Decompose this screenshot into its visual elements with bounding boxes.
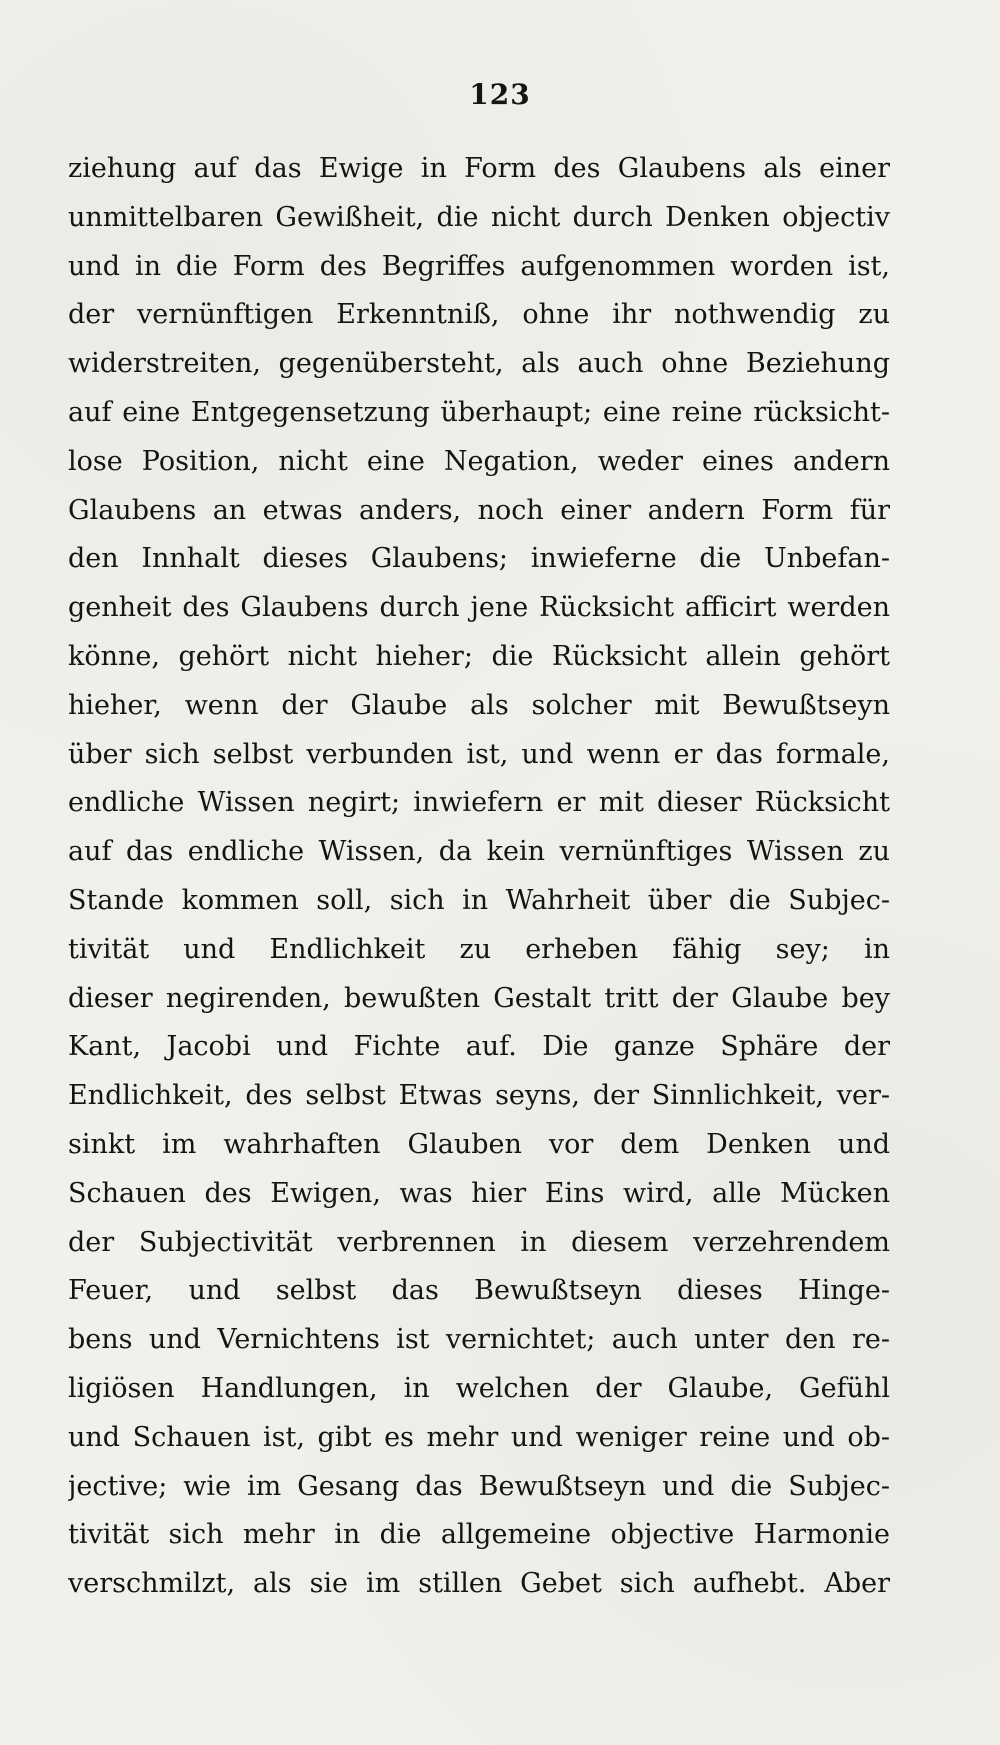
text-line: und in die Form des Begriffes aufgenommen worden ist, [68, 250, 890, 282]
text-line: den Innhalt dieses Glaubens; inwieferne die Unbefan- [68, 543, 890, 575]
text-line: tivität sich mehr in die allgemeine objective Harmonie [68, 1519, 890, 1551]
text-line: Feuer, und selbst das Bewußtseyn dieses Hinge- [68, 1275, 890, 1307]
text-line: lose Position, nicht eine Negation, weder eines andern [68, 445, 890, 477]
text-line: der Subjectivität verbrennen in diesem verzehrendem [68, 1226, 890, 1258]
text-line: Kant, Jacobi und Fichte auf. Die ganze Sphäre der [68, 1031, 890, 1063]
text-line: der vernünftigen Erkenntniß, ohne ihr nothwendig zu [68, 299, 890, 331]
text-line: genheit des Glaubens durch jene Rücksicht afficirt werden [68, 592, 890, 624]
text-line: widerstreiten, gegenübersteht, als auch ohne Beziehung [68, 348, 890, 380]
text-line: ligiösen Handlungen, in welchen der Glaube, Gefühl [68, 1372, 890, 1404]
text-line: und Schauen ist, gibt es mehr und weniger reine und ob- [68, 1421, 890, 1453]
text-line: tivität und Endlichkeit zu erheben fähig sey; in [68, 933, 890, 965]
page-number: 123 [469, 78, 531, 111]
text-line: auf eine Entgegensetzung überhaupt; eine reine rücksicht- [68, 396, 890, 428]
text-line: unmittelbaren Gewißheit, die nicht durch Denken objectiv [68, 201, 890, 233]
text-line: dieser negirenden, bewußten Gestalt tritt der Glaube bey [68, 982, 890, 1014]
text-line: verschmilzt, als sie im stillen Gebet sich aufhebt. Aber [68, 1568, 890, 1600]
text-line: Schauen des Ewigen, was hier Eins wird, alle Mücken [68, 1177, 890, 1209]
text-line: über sich selbst verbunden ist, und wenn er das formale, [68, 738, 890, 770]
text-line: bens und Vernichtens ist vernichtet; auch unter den re- [68, 1324, 890, 1356]
text-line: könne, gehört nicht hieher; die Rücksicht allein gehört [68, 640, 890, 672]
text-line: endliche Wissen negirt; inwiefern er mit dieser Rücksicht [68, 787, 890, 819]
text-line: hieher, wenn der Glaube als solcher mit Bewußtseyn [68, 689, 890, 721]
text-line: Glaubens an etwas anders, noch einer andern Form für [68, 494, 890, 526]
text-line: jective; wie im Gesang das Bewußtseyn und die Subjec- [68, 1470, 890, 1502]
text-line: auf das endliche Wissen, da kein vernünftiges Wissen zu [68, 836, 890, 868]
text-line: ziehung auf das Ewige in Form des Glaubens als einer [68, 153, 890, 184]
body-text [68, 145, 890, 1609]
text-line: sinkt im wahrhaften Glauben vor dem Denken und [68, 1128, 890, 1160]
text-line: Stande kommen soll, sich in Wahrheit über die Subjec- [68, 884, 890, 916]
text-line: Endlichkeit, des selbst Etwas seyns, der Sinnlichkeit, ver- [68, 1080, 890, 1112]
